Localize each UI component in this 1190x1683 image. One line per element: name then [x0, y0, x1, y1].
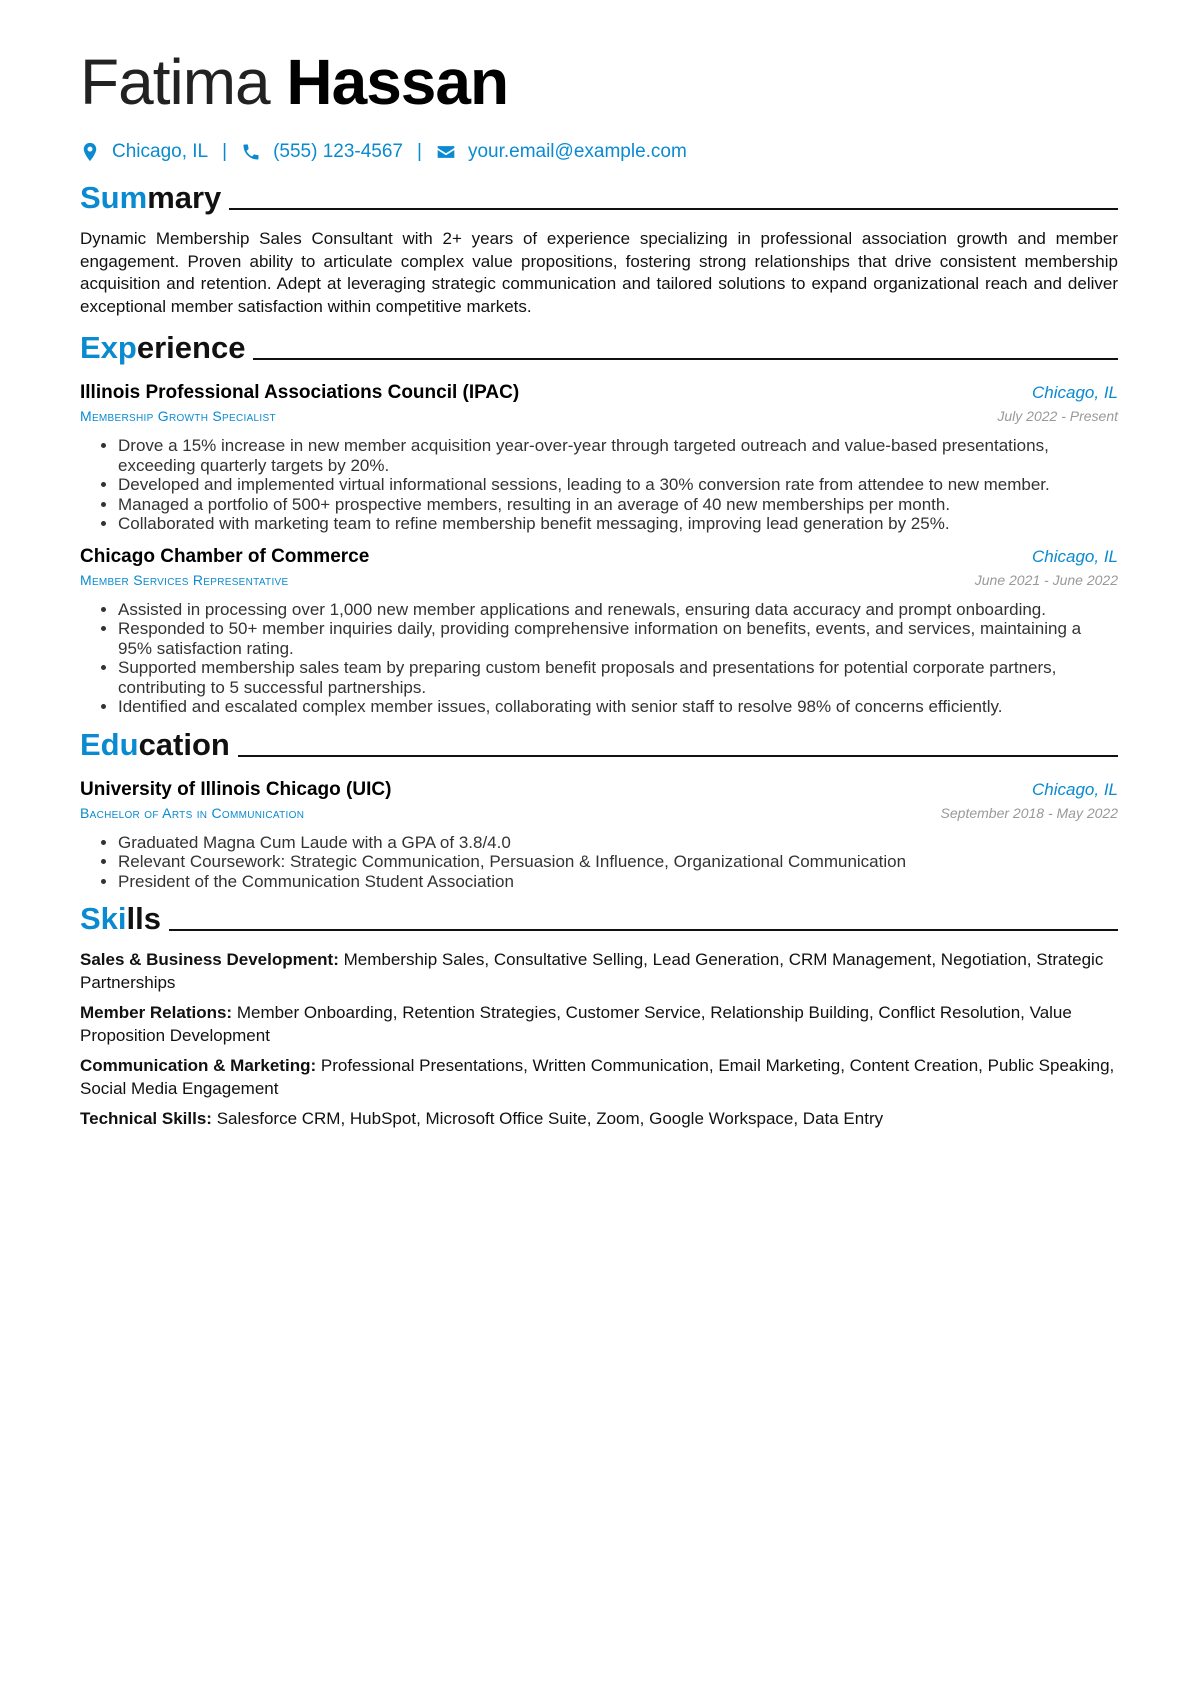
contact-bar: [80, 138, 1118, 166]
experience-title: [80, 330, 245, 366]
list-item: • Relevant Coursework: Strategic Communication, Persuasion & Influence, Organizational Communication: [118, 852, 1118, 872]
email-text: your.email@example.com: [467, 141, 687, 162]
skills-title: [80, 901, 161, 937]
education-entry: [80, 779, 1118, 892]
section-rule: [238, 755, 1118, 757]
skill-category: Sales & Business Development:: [80, 950, 339, 969]
list-item: • Drove a 15% increase in new member acquisition year-over-year through targeted outreach and value-based presentations, exceeding quarterly targets by 20%.: [118, 436, 1118, 475]
section-rule: [253, 358, 1118, 360]
contact-phone[interactable]: [241, 141, 403, 163]
skill-row: [80, 1002, 1118, 1047]
contact-location: [80, 141, 208, 163]
phone-icon: [241, 142, 261, 162]
list-item: • Responded to 50+ member inquiries daily, providing comprehensive information on benefits, events, and services, maintaining a 95% satisfaction rating.: [118, 619, 1118, 658]
envelope-icon: [436, 142, 456, 162]
section-rule: [229, 208, 1118, 210]
entry-dates: July 2022 - Present: [997, 408, 1118, 424]
skill-category: Communication & Marketing:: [80, 1056, 317, 1075]
skill-category: Member Relations:: [80, 1003, 233, 1022]
entry-dates: September 2018 - May 2022: [940, 804, 1118, 821]
experience-title-accent: Exp: [80, 330, 137, 365]
institution-name: University of Illinois Chicago (UIC): [80, 778, 392, 800]
list-item: • Developed and implemented virtual informational sessions, leading to a 30% conversion rate from attendee to new member.: [118, 475, 1118, 495]
location-text: Chicago, IL: [112, 141, 209, 162]
education-title-accent: Edu: [80, 726, 139, 762]
summary-title: [80, 180, 221, 216]
education-heading: [80, 727, 1118, 763]
skill-items: Membership Sales, Consultative Selling, Lead Generation, CRM Management, Negotiation, Strategic Partnerships: [80, 950, 1104, 992]
contact-separator: |: [222, 141, 228, 162]
candidate-name: [80, 40, 1118, 124]
education-title-rest: cation: [138, 726, 230, 762]
experience-entry: [80, 546, 1118, 717]
map-pin-icon: [80, 142, 100, 162]
degree-title: Bachelor of Arts in Communication: [80, 804, 305, 821]
contact-separator: |: [417, 141, 422, 162]
skills-heading: [80, 901, 1118, 937]
skill-row: [80, 1055, 1118, 1100]
skill-items: Salesforce CRM, HubSpot, Microsoft Office Suite, Zoom, Google Workspace, Data Entry: [216, 1109, 884, 1128]
skill-items: Member Onboarding, Retention Strategies, Customer Service, Relationship Building, Conflict Resolution, Value Proposition Development: [80, 1003, 1072, 1045]
skill-items: Professional Presentations, Written Communication, Email Marketing, Content Creation, Public Speaking, Social Media Engagement: [80, 1056, 1115, 1098]
experience-entry: [80, 382, 1118, 534]
job-title: Membership Growth Specialist: [80, 408, 276, 424]
skill-row: [80, 1108, 1118, 1131]
list-item: • Collaborated with marketing team to refine membership benefit messaging, improving lead generation by 25%.: [118, 514, 1118, 534]
experience-title-rest: erience: [136, 330, 246, 365]
organization-name: Chicago Chamber of Commerce: [80, 545, 370, 567]
entry-location: Chicago, IL: [1032, 546, 1118, 566]
resume-page: [80, 40, 1118, 1139]
education-title: [80, 727, 230, 763]
entry-location: Chicago, IL: [1032, 779, 1118, 799]
skill-row: [80, 949, 1118, 994]
list-item: • Managed a portfolio of 500+ prospective members, resulting in an average of 40 new memberships per month.: [118, 495, 1118, 515]
organization-name: Illinois Professional Associations Council (IPAC): [80, 382, 520, 403]
list-item: • Assisted in processing over 1,000 new member applications and renewals, ensuring data accuracy and prompt onboarding.: [118, 600, 1118, 620]
entry-location: Chicago, IL: [1032, 383, 1118, 402]
job-title: Member Services Representative: [80, 571, 289, 588]
summary-title-accent: Sum: [80, 180, 148, 215]
list-item: • Graduated Magna Cum Laude with a GPA of 3.8/4.0: [118, 833, 1118, 853]
bullet-list: [80, 600, 1118, 717]
list-item: • President of the Communication Student Association: [118, 872, 1118, 892]
phone-text: (555) 123-4567: [273, 141, 403, 162]
experience-heading: [80, 330, 1118, 366]
summary-text: Dynamic Membership Sales Consultant with 2+ years of experience specializing in professional association growth and member engagement. Proven ability to articulate complex value propositions, fostering strong relationships that drive consistent membership acquisition and retention. Adept at leveraging strategic communication and tailored solutions to expand organizational reach and deliver exceptional member satisfaction within competitive markets.: [80, 229, 1118, 316]
summary-section: [80, 180, 1118, 318]
summary-heading: [80, 180, 1118, 216]
list-item: • Supported membership sales team by preparing custom benefit proposals and presentations for potential corporate partners, contributing to 5 successful partnerships.: [118, 658, 1118, 697]
education-section: [80, 727, 1118, 892]
bullet-list: [80, 833, 1118, 892]
list-item: • Identified and escalated complex member issues, collaborating with senior staff to resolve 98% of concerns efficiently.: [118, 697, 1118, 717]
bullet-list: [80, 436, 1118, 534]
experience-section: [80, 330, 1118, 717]
entry-dates: June 2021 - June 2022: [974, 571, 1118, 588]
contact-email[interactable]: [436, 141, 687, 163]
last-name: Hassan: [286, 46, 509, 118]
first-name: Fatima: [80, 46, 270, 118]
skill-category: Technical Skills:: [80, 1109, 212, 1128]
skills-title-accent: Ski: [80, 901, 127, 936]
section-rule: [169, 929, 1118, 931]
summary-title-rest: mary: [147, 180, 222, 215]
skills-section: [80, 901, 1118, 1131]
skills-title-rest: lls: [126, 901, 161, 936]
